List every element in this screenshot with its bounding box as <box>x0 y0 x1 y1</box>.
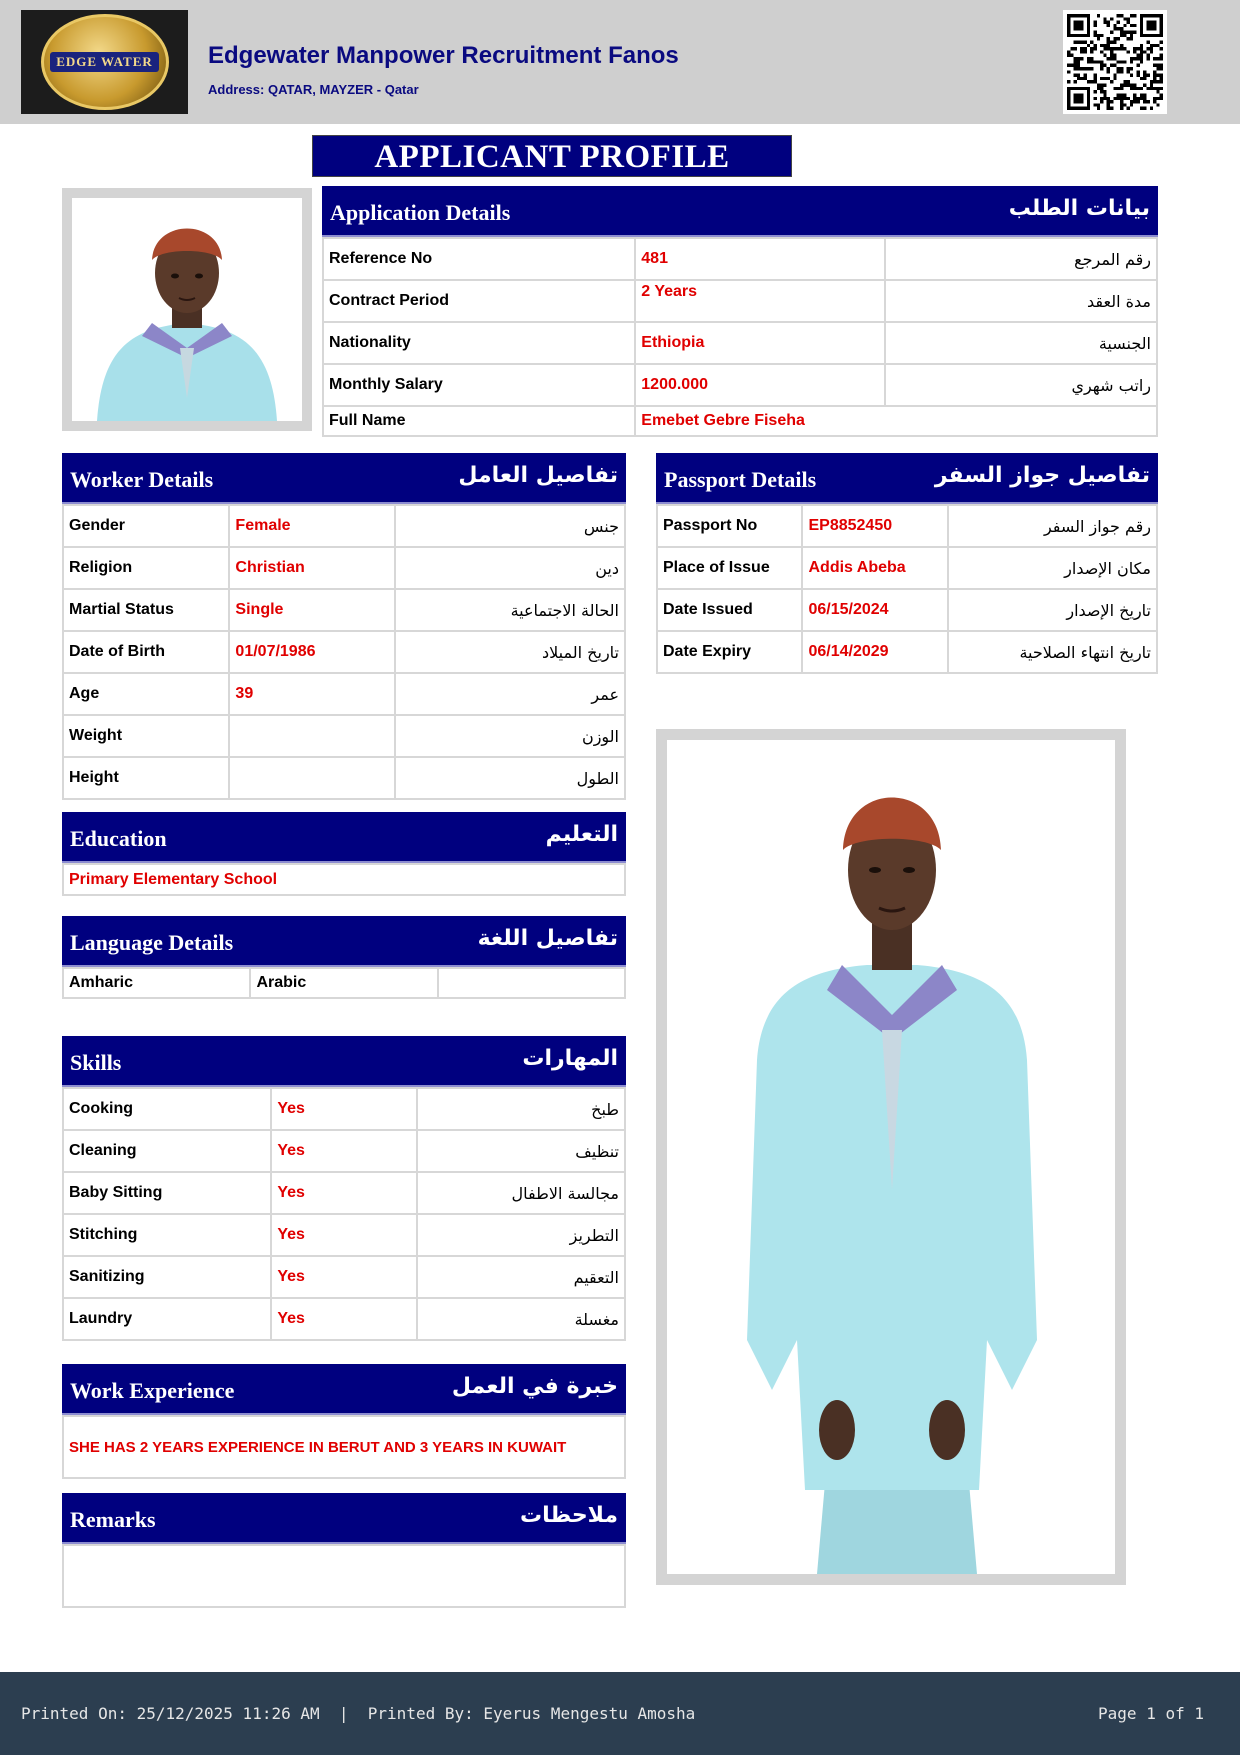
gender-label: Gender <box>63 505 229 547</box>
skills-header <box>62 1036 626 1088</box>
religion-label-ar: دين <box>395 547 625 589</box>
passport-details-title-ar: تفاصيل جواز السفر <box>934 463 1150 488</box>
date-of-birth-value: 01/07/1986 <box>229 631 395 673</box>
printed-info: Printed On: 25/12/2025 11:26 AM | Printed By: Eyerus Mengestu Amosha <box>21 1704 696 1723</box>
table-row <box>63 1172 625 1214</box>
worker-details-table <box>62 504 626 800</box>
gender-label-ar: جنس <box>395 505 625 547</box>
date-issued-label: Date Issued <box>657 589 802 631</box>
table-row <box>323 238 1157 280</box>
language-item: Arabic <box>250 968 437 998</box>
table-row <box>63 589 625 631</box>
application-details-title: Application Details <box>330 200 511 225</box>
remarks-title: Remarks <box>70 1507 156 1532</box>
skill-stitching-label: Stitching <box>63 1214 271 1256</box>
page-footer <box>0 1672 1240 1755</box>
applicant-portrait-photo <box>62 188 312 431</box>
date-of-birth-label: Date of Birth <box>63 631 229 673</box>
place-of-issue-value: Addis Abeba <box>802 547 948 589</box>
page-title: APPLICANT PROFILE <box>312 135 792 177</box>
full-name-label: Full Name <box>323 406 635 436</box>
skill-cleaning-label: Cleaning <box>63 1130 271 1172</box>
language-details-header <box>62 916 626 968</box>
applicant-full-body-photo <box>656 729 1126 1585</box>
worker-details-title-ar: تفاصيل العامل <box>458 463 618 488</box>
monthly-salary-label: Monthly Salary <box>323 364 635 406</box>
table-row <box>657 547 1157 589</box>
table-row <box>63 864 625 895</box>
page-header <box>0 0 1240 124</box>
date-issued-label-ar: تاريخ الإصدار <box>948 589 1157 631</box>
age-label: Age <box>63 673 229 715</box>
remarks-header <box>62 1493 626 1545</box>
language-details-title-ar: تفاصيل اللغة <box>477 926 618 951</box>
date-expiry-label-ar: تاريخ انتهاء الصلاحية <box>948 631 1157 673</box>
language-details-title: Language Details <box>70 930 234 955</box>
work-experience-header <box>62 1364 626 1416</box>
skill-cleaning-value: Yes <box>271 1130 416 1172</box>
age-value: 39 <box>229 673 395 715</box>
place-of-issue-label-ar: مكان الإصدار <box>948 547 1157 589</box>
monthly-salary-value: 1200.000 <box>635 364 884 406</box>
weight-label: Weight <box>63 715 229 757</box>
work-experience-value: SHE HAS 2 YEARS EXPERIENCE IN BERUT AND 3 YEARS IN KUWAIT <box>69 1439 567 1456</box>
skill-cleaning-label-ar: تنظيف <box>417 1130 625 1172</box>
skill-cooking-value: Yes <box>271 1088 416 1130</box>
monthly-salary-label-ar: راتب شهري <box>885 364 1157 406</box>
worker-details-title: Worker Details <box>70 467 214 492</box>
portrait-image <box>72 198 302 421</box>
education-value: Primary Elementary School <box>63 864 625 895</box>
date-expiry-value: 06/14/2029 <box>802 631 948 673</box>
education-title: Education <box>70 826 167 851</box>
passport-details-title: Passport Details <box>664 467 817 492</box>
table-row <box>63 715 625 757</box>
page-number: Page 1 of 1 <box>1098 1704 1204 1723</box>
skill-baby-sitting-label-ar: مجالسة الاطفال <box>417 1172 625 1214</box>
application-details-table <box>322 237 1158 437</box>
application-details-title-ar: بيانات الطلب <box>1008 196 1150 221</box>
table-row <box>323 280 1157 322</box>
marital-status-value: Single <box>229 589 395 631</box>
religion-value: Christian <box>229 547 395 589</box>
reference-label-ar: رقم المرجع <box>885 238 1157 280</box>
table-row <box>63 1130 625 1172</box>
table-row <box>63 1256 625 1298</box>
company-name: Edgewater Manpower Recruitment Fanos <box>208 42 679 69</box>
table-row <box>63 1088 625 1130</box>
table-row <box>323 406 1157 436</box>
company-address: Address: QATAR, MAYZER - Qatar <box>208 82 419 97</box>
worker-details-header <box>62 453 626 505</box>
education-table <box>62 863 626 896</box>
date-expiry-label: Date Expiry <box>657 631 802 673</box>
skill-laundry-label: Laundry <box>63 1298 271 1340</box>
table-row <box>657 589 1157 631</box>
height-value <box>229 757 395 799</box>
weight-label-ar: الوزن <box>395 715 625 757</box>
gender-value: Female <box>229 505 395 547</box>
skill-stitching-label-ar: التطريز <box>417 1214 625 1256</box>
table-row <box>63 1298 625 1340</box>
skills-title-ar: المهارات <box>522 1046 618 1071</box>
place-of-issue-label: Place of Issue <box>657 547 802 589</box>
passport-no-label: Passport No <box>657 505 802 547</box>
contract-period-label-ar: مدة العقد <box>885 280 1157 322</box>
table-row <box>323 364 1157 406</box>
skill-baby-sitting-label: Baby Sitting <box>63 1172 271 1214</box>
nationality-label-ar: الجنسية <box>885 322 1157 364</box>
logo-emblem <box>41 14 169 110</box>
full-body-image <box>667 740 1115 1574</box>
work-experience-title-ar: خبرة في العمل <box>451 1374 618 1399</box>
language-item <box>438 968 625 998</box>
table-row <box>63 505 625 547</box>
work-experience-title: Work Experience <box>70 1378 235 1403</box>
reference-label: Reference No <box>323 238 635 280</box>
table-row <box>63 1214 625 1256</box>
height-label-ar: الطول <box>395 757 625 799</box>
skill-baby-sitting-value: Yes <box>271 1172 416 1214</box>
table-row <box>63 631 625 673</box>
contract-period-value: 2 Years <box>635 280 884 322</box>
table-row <box>657 505 1157 547</box>
nationality-value: Ethiopia <box>635 322 884 364</box>
age-label-ar: عمر <box>395 673 625 715</box>
nationality-label: Nationality <box>323 322 635 364</box>
date-issued-value: 06/15/2024 <box>802 589 948 631</box>
language-item: Amharic <box>63 968 250 998</box>
passport-no-value: EP8852450 <box>802 505 948 547</box>
skill-cooking-label: Cooking <box>63 1088 271 1130</box>
table-row <box>657 631 1157 673</box>
skill-sanitizing-value: Yes <box>271 1256 416 1298</box>
table-row <box>63 968 625 998</box>
religion-label: Religion <box>63 547 229 589</box>
skill-laundry-label-ar: مغسلة <box>417 1298 625 1340</box>
application-details-header <box>322 186 1158 238</box>
table-row <box>63 673 625 715</box>
height-label: Height <box>63 757 229 799</box>
skill-cooking-label-ar: طبخ <box>417 1088 625 1130</box>
qr-code-icon <box>1063 10 1167 114</box>
reference-value: 481 <box>635 238 884 280</box>
date-of-birth-label-ar: تاريخ الميلاد <box>395 631 625 673</box>
company-logo <box>21 10 188 114</box>
education-title-ar: التعليم <box>545 822 618 847</box>
logo-text: EDGE WATER <box>50 52 159 72</box>
skills-table <box>62 1087 626 1341</box>
skill-sanitizing-label: Sanitizing <box>63 1256 271 1298</box>
full-name-value: Emebet Gebre Fiseha <box>635 406 1157 436</box>
remarks-box <box>62 1544 626 1608</box>
education-header <box>62 812 626 864</box>
marital-status-label-ar: الحالة الاجتماعية <box>395 589 625 631</box>
passport-details-header <box>656 453 1158 505</box>
work-experience-box <box>62 1415 626 1479</box>
passport-no-label-ar: رقم جواز السفر <box>948 505 1157 547</box>
table-row <box>323 322 1157 364</box>
marital-status-label: Martial Status <box>63 589 229 631</box>
contract-period-label: Contract Period <box>323 280 635 322</box>
skills-title: Skills <box>70 1050 122 1075</box>
remarks-title-ar: ملاحظات <box>520 1503 618 1528</box>
language-table <box>62 967 626 999</box>
skill-laundry-value: Yes <box>271 1298 416 1340</box>
skill-sanitizing-label-ar: التعقيم <box>417 1256 625 1298</box>
table-row <box>63 757 625 799</box>
passport-details-table <box>656 504 1158 674</box>
weight-value <box>229 715 395 757</box>
skill-stitching-value: Yes <box>271 1214 416 1256</box>
table-row <box>63 547 625 589</box>
